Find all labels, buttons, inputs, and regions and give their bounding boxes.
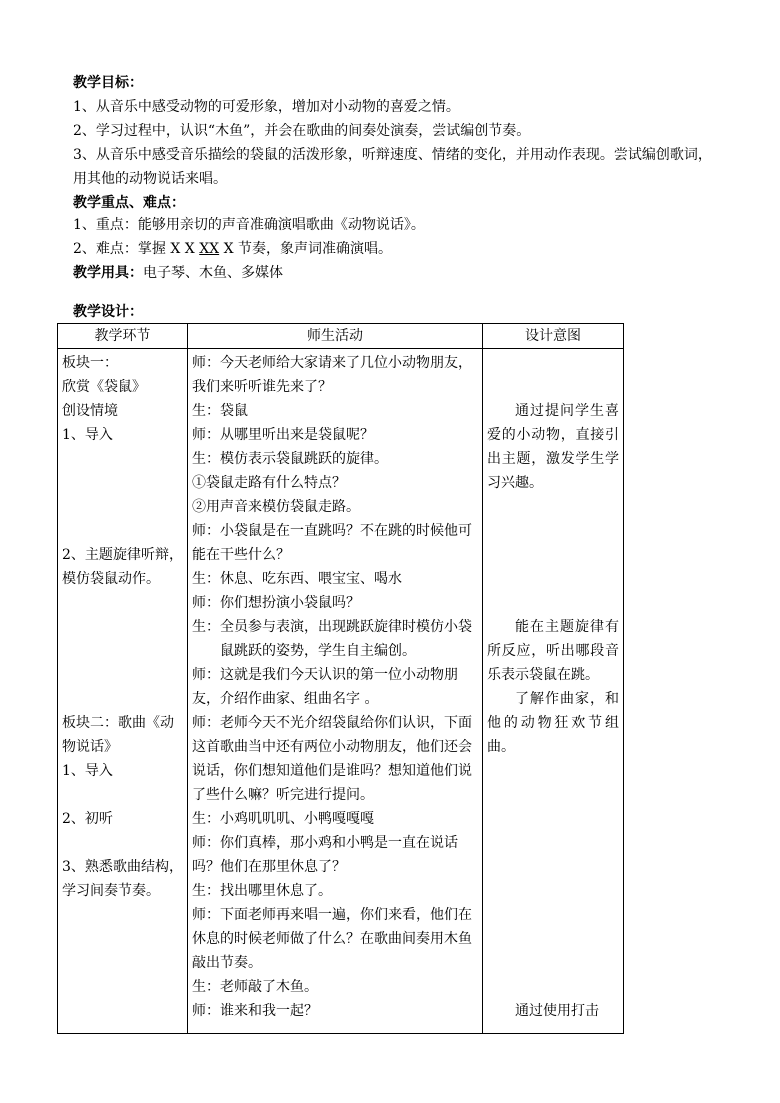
column-header-step: 教学环节 <box>58 324 188 349</box>
tools-line <box>73 261 283 285</box>
activity-line: 师：今天老师给大家请来了几位小动物朋友，我们来听听谁先来了？ <box>192 355 472 395</box>
focus-point: 1、重点：能够用亲切的声音准确演唱歌曲《动物说话》。 <box>73 217 425 233</box>
intents-cell <box>483 349 624 1034</box>
activity-line: 生：全员参与表演，出现跳跃旋律时模仿小袋鼠跳跃的姿势，学生自主编创。 <box>192 619 472 659</box>
objective-2: 2、学习过程中，认识“木鱼”，并会在歌曲的间奏处演奏，尝试编创节奏。 <box>73 123 531 139</box>
tools-heading: 教学用具： <box>73 265 143 281</box>
column-header-intent: 设计意图 <box>483 324 624 349</box>
step-block-2: 板块二：歌曲《动物说话》 <box>62 715 174 755</box>
intent-2: 能在主题旋律有所反应，听出哪段音乐表示袋鼠在跳。 <box>487 619 619 683</box>
design-table <box>57 323 624 1034</box>
steps-cell <box>58 349 188 1034</box>
table-header-row <box>58 324 624 349</box>
objectives-heading: 教学目标： <box>73 75 143 91</box>
objective-1: 1、从音乐中感受动物的可爱形象，增加对小动物的喜爱之情。 <box>73 99 460 115</box>
step-appreciate: 欣赏《袋鼠》 <box>62 379 146 395</box>
activity-line: 师：下面老师再来唱一遍，你们来看，他们在休息的时候老师做了什么？在歌曲间奏用木鱼敲出节奏。 <box>192 907 472 971</box>
difficulty-suffix: X 节奏，象声词准确演唱。 <box>219 241 393 257</box>
step-first-listen: 2、初听 <box>62 811 113 827</box>
difficulty-point <box>73 237 392 261</box>
step-block-1: 板块一： <box>62 355 118 371</box>
intent-3: 了解作曲家，和他的动物狂欢节组曲。 <box>487 691 619 755</box>
activity-line: 生：休息、吃东西、喂宝宝、喝水 <box>192 571 402 587</box>
activity-line: 生：袋鼠 <box>192 403 248 419</box>
activity-line: ②用声音来模仿袋鼠走路。 <box>192 499 360 515</box>
tools-value: 电子琴、木鱼、多媒体 <box>143 265 283 281</box>
objective-3: 3、从音乐中感受音乐描绘的袋鼠的活泼形象，听辩速度、情绪的变化，并用动作表现。尝试编创歌词，用其他的动物说话来唱。 <box>73 147 712 187</box>
step-scenario: 创设情境 <box>62 403 118 419</box>
step-intro-1: 1、导入 <box>62 427 113 443</box>
step-intro-2: 1、导入 <box>62 763 113 779</box>
design-heading: 教学设计： <box>73 304 143 320</box>
activity-line: 师：小袋鼠是在一直跳吗？不在跳的时候他可能在干些什么？ <box>192 523 472 563</box>
key-points-heading: 教学重点、难点： <box>73 195 185 211</box>
activity-line: 师：老师今天不光介绍袋鼠给你们认识，下面这首歌曲当中还有两位小动物朋友，他们还会说话，你们想知道他们是谁吗？想知道他们说了些什么嘛？听完进行提问。 <box>192 715 472 803</box>
activity-line: 生：找出哪里休息了。 <box>192 883 332 899</box>
table-row <box>58 349 624 1034</box>
activity-line: ①袋鼠走路有什么特点？ <box>192 475 346 491</box>
activities-cell <box>188 349 483 1034</box>
column-header-activity: 师生活动 <box>188 324 483 349</box>
activity-line: 师：你们想扮演小袋鼠吗？ <box>192 595 360 611</box>
intent-1: 通过提问学生喜爱的小动物，直接引出主题，激发学生学习兴趣。 <box>487 403 619 491</box>
step-structure: 3、熟悉歌曲结构，学习间奏节奏。 <box>62 859 183 899</box>
activity-line: 师：这就是我们今天认识的第一位小动物朋友，介绍作曲家、组曲名字 。 <box>192 667 458 707</box>
difficulty-underlined: XX <box>199 241 220 257</box>
activity-line: 师：谁来和我一起？ <box>192 1003 318 1019</box>
activity-line: 生：老师敲了木鱼。 <box>192 979 318 995</box>
intent-4: 通过使用打击 <box>515 1003 599 1019</box>
activity-line: 师：从哪里听出来是袋鼠呢？ <box>192 427 374 443</box>
step-theme: 2、主题旋律听辩，模仿袋鼠动作。 <box>62 547 183 587</box>
activity-line: 生：模仿表示袋鼠跳跃的旋律。 <box>192 451 388 467</box>
activity-line: 生：小鸡叽叽叽、小鸭嘎嘎嘎 <box>192 811 374 827</box>
difficulty-prefix: 2、难点：掌握 X X <box>73 241 200 257</box>
activity-line: 师：你们真棒，那小鸡和小鸭是一直在说话吗？他们在那里休息了？ <box>192 835 458 875</box>
